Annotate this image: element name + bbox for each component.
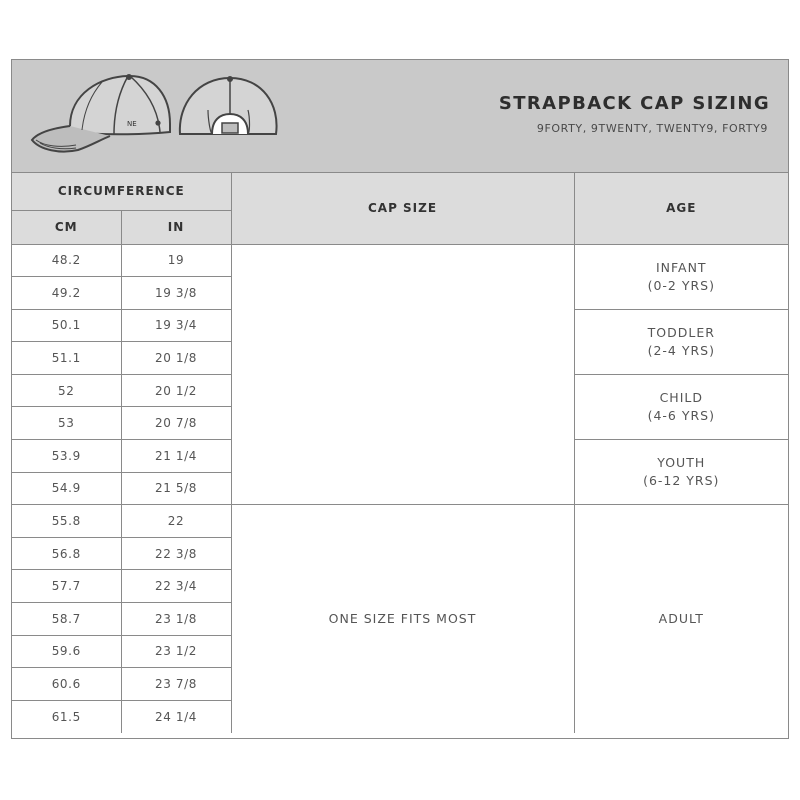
age-range: (0-2 YRS) [647,277,715,293]
age-range: (4-6 YRS) [647,407,715,423]
in-cell: 22 3/8 [121,537,231,570]
table-row [12,505,788,538]
in-cell: 23 1/8 [121,603,231,636]
cap-size-cell-adult: ONE SIZE FITS MOST [231,505,574,733]
cm-cell: 58.7 [12,603,121,636]
header-row [12,173,788,210]
age-cell-toddler [574,309,788,374]
in-cell: 23 1/2 [121,635,231,668]
age-cell-adult: ADULT [574,505,788,733]
in-cell: 19 3/8 [121,277,231,310]
in-cell: 24 1/4 [121,700,231,733]
age-cell-child [574,374,788,439]
circumference-header: CIRCUMFERENCE [12,173,231,210]
cm-cell: 48.2 [12,244,121,277]
size-table [12,173,788,733]
cap-side-icon [32,75,170,152]
table-row [12,244,788,277]
in-cell: 20 7/8 [121,407,231,440]
in-cell: 22 [121,505,231,538]
cm-cell: 50.1 [12,309,121,342]
age-cell-youth [574,440,788,505]
age-label: INFANT [655,259,707,275]
chart-subtitle: 9FORTY, 9TWENTY, TWENTY9, FORTY9 [536,122,768,135]
cap-illustrations [30,74,290,164]
cap-back-icon [180,77,277,134]
cm-cell: 55.8 [12,505,121,538]
header-banner [12,60,788,173]
in-cell: 22 3/4 [121,570,231,603]
in-cell: 23 7/8 [121,668,231,701]
age-range: (6-12 YRS) [643,473,720,489]
cm-cell: 49.2 [12,277,121,310]
age-label: TODDLER [647,324,715,340]
cm-cell: 53 [12,407,121,440]
cm-cell: 59.6 [12,635,121,668]
in-cell: 20 1/2 [121,374,231,407]
cm-cell: 56.8 [12,537,121,570]
logo-text: NE [127,120,137,128]
cm-cell: 57.7 [12,570,121,603]
cm-cell: 61.5 [12,700,121,733]
in-header: IN [121,210,231,244]
in-cell: 19 3/4 [121,309,231,342]
cm-cell: 53.9 [12,440,121,473]
age-label: YOUTH [657,455,706,471]
cm-cell: 54.9 [12,472,121,505]
cm-header: CM [12,210,121,244]
in-cell: 19 [121,244,231,277]
age-cell-infant [574,244,788,309]
cm-cell: 51.1 [12,342,121,375]
chart-title: STRAPBACK CAP SIZING [498,93,770,114]
age-header: AGE [574,173,788,244]
cm-cell: 60.6 [12,668,121,701]
cm-cell: 52 [12,374,121,407]
in-cell: 21 1/4 [121,440,231,473]
sizing-chart [11,59,789,739]
cap-size-header: CAP SIZE [231,173,574,244]
cap-size-cell-youth [231,244,574,505]
age-label: CHILD [659,389,703,405]
in-cell: 20 1/8 [121,342,231,375]
age-range: (2-4 YRS) [647,342,715,358]
in-cell: 21 5/8 [121,472,231,505]
